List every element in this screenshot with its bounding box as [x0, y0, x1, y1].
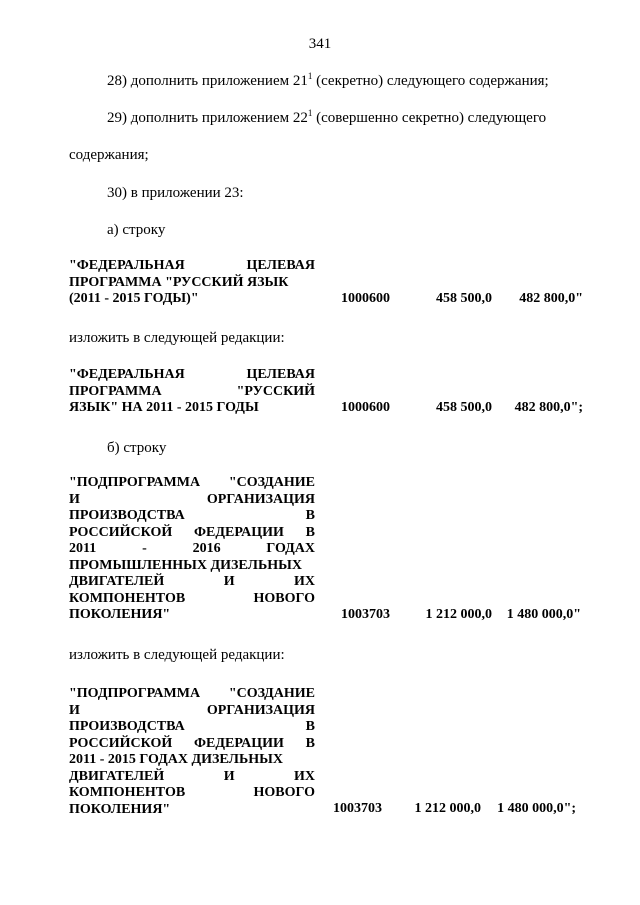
row-name-word: ПОКОЛЕНИЯ"	[69, 801, 171, 817]
row-name-word: (2011 - 2015 ГОДЫ)"	[69, 291, 199, 306]
row-name-word: И	[69, 702, 80, 718]
row-1-code: 1000600	[341, 291, 390, 306]
item-29	[107, 110, 546, 127]
row-name-word: 2016	[192, 541, 221, 556]
row-2-value-1: 458 500,0	[436, 400, 492, 415]
row-name-word: ЯЗЫК" НА 2011 - 2015 ГОДЫ	[69, 400, 259, 415]
row-3-name	[69, 475, 315, 624]
row-name-word: ДВИГАТЕЛЕЙ	[69, 768, 165, 784]
row-name-line	[69, 686, 315, 703]
row-2-name	[69, 367, 315, 417]
row-name-word: В	[305, 508, 315, 523]
sub-b: б) строку	[107, 440, 167, 456]
row-name-word: В	[305, 735, 315, 751]
row-3-value-2: 1 480 000,0"	[506, 607, 581, 622]
row-name-line	[69, 275, 315, 292]
item-28-suffix: (секретно) следующего содержания;	[312, 73, 549, 89]
row-name-word: ПОКОЛЕНИЯ"	[69, 607, 171, 622]
row-name-line	[69, 258, 315, 275]
item-28	[107, 73, 549, 90]
row-name-word: 2011 - 2015 ГОДАХ ДИЗЕЛЬНЫХ	[69, 752, 283, 767]
row-name-word: "СОЗДАНИЕ	[228, 686, 315, 701]
row-name-line	[69, 736, 315, 753]
row-name-word: "РУССКИЙ	[236, 383, 315, 399]
row-name-line	[69, 400, 315, 417]
row-name-line	[69, 785, 315, 802]
row-name-word: -	[142, 541, 147, 556]
row-name-line	[69, 703, 315, 720]
row-4-code: 1003703	[333, 801, 382, 816]
row-name-word: ОРГАНИЗАЦИЯ	[206, 491, 315, 507]
row-name-word: ИХ	[293, 574, 315, 589]
item-29-suffix: (совершенно секретно) следующего	[312, 110, 547, 126]
row-name-word: ЦЕЛЕВАЯ	[246, 258, 315, 273]
row-name-word: "ПОДПРОГРАММА	[69, 686, 201, 701]
row-2-value-2: 482 800,0";	[514, 400, 583, 415]
row-name-line	[69, 475, 315, 492]
item-30: 30) в приложении 23:	[107, 185, 244, 201]
row-name-word: ФЕДЕРАЦИИ	[194, 735, 284, 751]
row-name-line	[69, 367, 315, 384]
row-name-line	[69, 508, 315, 525]
row-name-word: ОРГАНИЗАЦИЯ	[206, 702, 315, 718]
row-name-line	[69, 574, 315, 591]
row-name-line	[69, 291, 315, 308]
item-29-continuation: содержания;	[69, 147, 149, 163]
row-name-line	[69, 591, 315, 608]
row-3-code: 1003703	[341, 607, 390, 622]
row-name-line	[69, 752, 315, 769]
row-name-line	[69, 802, 315, 819]
row-name-word: НОВОГО	[253, 590, 315, 606]
row-name-word: "ФЕДЕРАЛЬНАЯ	[69, 367, 185, 382]
row-1-name	[69, 258, 315, 308]
row-name-word: ИХ	[293, 768, 315, 784]
row-1-value-1: 458 500,0	[436, 291, 492, 306]
row-name-word: В	[305, 524, 315, 540]
row-name-word: И	[223, 574, 235, 589]
row-name-line	[69, 384, 315, 401]
row-name-line	[69, 558, 315, 575]
row-name-line	[69, 769, 315, 786]
row-name-word: "ФЕДЕРАЛЬНАЯ	[69, 258, 185, 273]
row-name-word: КОМПОНЕНТОВ	[69, 785, 186, 800]
row-name-word: И	[223, 768, 235, 784]
row-name-word: ЦЕЛЕВАЯ	[246, 367, 315, 382]
replace-text-2: изложить в следующей редакции:	[69, 647, 285, 663]
row-3-value-1: 1 212 000,0	[425, 607, 492, 622]
row-2-code: 1000600	[341, 400, 390, 415]
page-number: 341	[308, 36, 332, 52]
replace-text-1: изложить в следующей редакции:	[69, 330, 285, 346]
row-name-word: ГОДАХ	[266, 541, 315, 556]
row-name-word: 2011	[69, 541, 97, 556]
item-28-prefix: 28) дополнить приложением 21	[107, 73, 308, 89]
row-name-word: "СОЗДАНИЕ	[228, 475, 315, 490]
row-name-word: НОВОГО	[253, 785, 315, 800]
row-name-line	[69, 541, 315, 558]
row-name-word: ПРОИЗВОДСТВА	[69, 719, 185, 734]
row-name-word: ДВИГАТЕЛЕЙ	[69, 574, 165, 589]
row-name-word: ПРОИЗВОДСТВА	[69, 508, 185, 523]
row-name-word: В	[305, 719, 315, 734]
row-name-word: КОМПОНЕНТОВ	[69, 590, 186, 606]
row-name-line	[69, 525, 315, 542]
row-name-word: "ПОДПРОГРАММА	[69, 475, 201, 490]
row-name-line	[69, 492, 315, 509]
row-1-value-2: 482 800,0"	[519, 291, 583, 306]
row-name-line	[69, 607, 315, 624]
row-name-word: ПРОМЫШЛЕННЫХ ДИЗЕЛЬНЫХ	[69, 557, 302, 573]
item-29-prefix: 29) дополнить приложением 22	[107, 110, 308, 126]
row-name-word: ПРОГРАММА "РУССКИЙ ЯЗЫК	[69, 274, 289, 290]
row-name-word: И	[69, 491, 80, 507]
row-name-word: ПРОГРАММА	[69, 383, 162, 399]
sub-a: а) строку	[107, 222, 166, 238]
row-name-word: РОССИЙСКОЙ	[69, 524, 173, 540]
row-name-word: РОССИЙСКОЙ	[69, 735, 173, 751]
row-4-value-1: 1 212 000,0	[414, 801, 481, 816]
row-name-word: ФЕДЕРАЦИИ	[194, 524, 284, 540]
item-28-sup: 1	[307, 71, 313, 81]
row-name-line	[69, 719, 315, 736]
item-29-sup: 1	[307, 108, 313, 118]
row-4-name	[69, 686, 315, 818]
row-4-value-2: 1 480 000,0";	[497, 801, 576, 816]
